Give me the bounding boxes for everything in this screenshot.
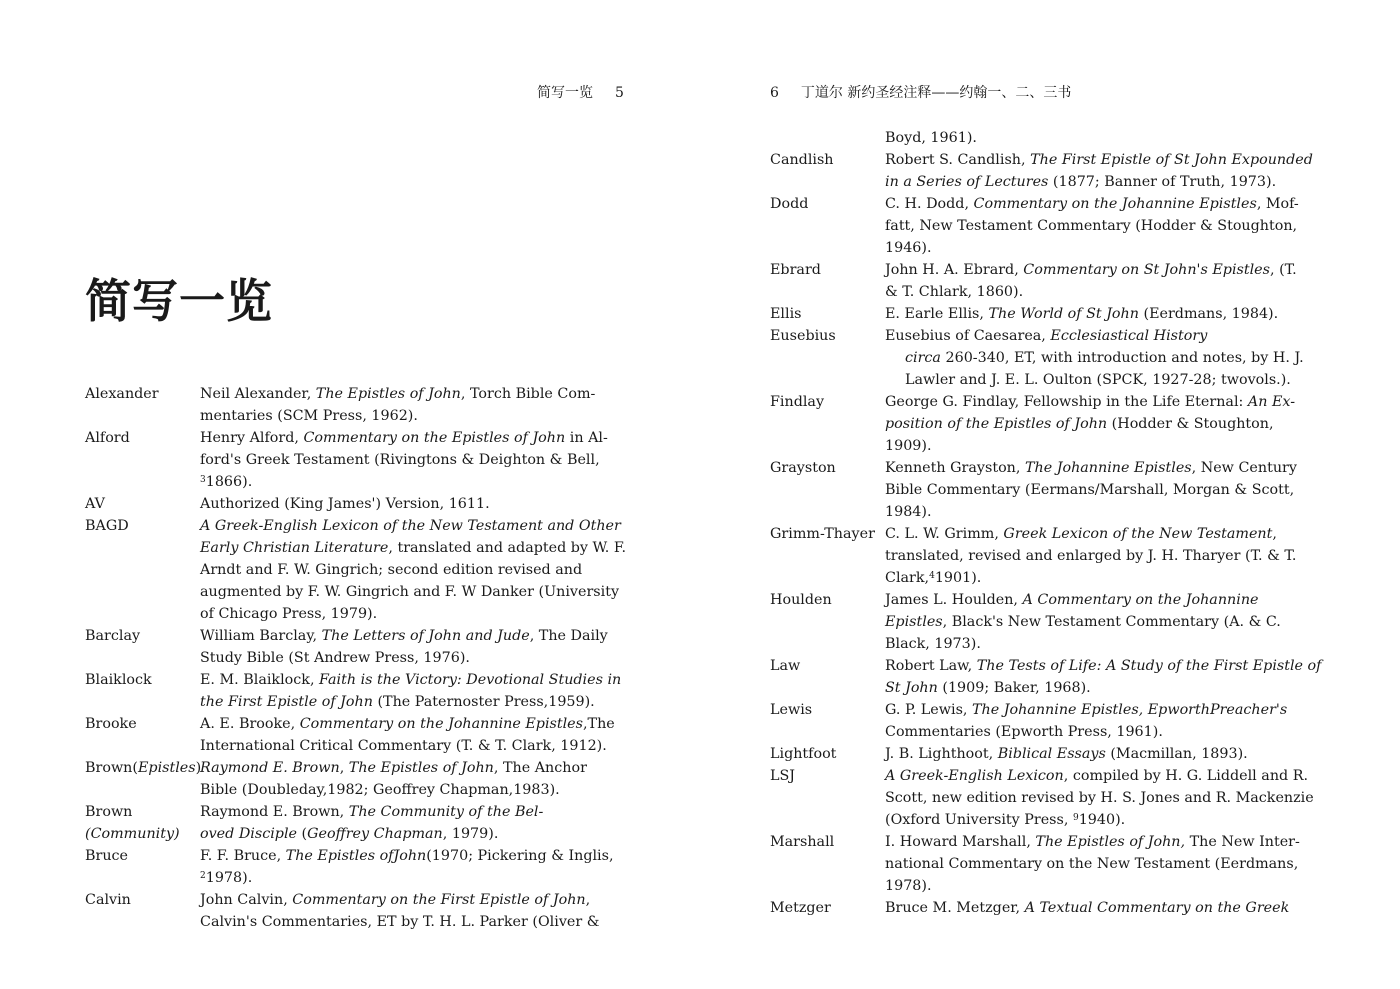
entry-line: 1909).: [885, 438, 932, 454]
work-title: St John: [885, 680, 938, 696]
entry-reference: [200, 845, 645, 889]
work-title: The Tests of Life: A Study of the First Epistle of: [976, 658, 1322, 674]
work-title: Biblical Essays: [997, 746, 1106, 762]
entry-line: Early Christian Literature, translated and adapted by W. F.: [200, 540, 627, 556]
entry: [770, 655, 1330, 699]
entry-abbr: [770, 127, 885, 149]
entry-line: position of the Epistles of John (Hodder & Stoughton,: [885, 416, 1274, 432]
entry-reference: [200, 757, 645, 801]
entry-reference: [200, 669, 645, 713]
page-number: 5: [615, 85, 624, 101]
edition-number: 4: [929, 571, 935, 581]
entry: [770, 523, 1330, 589]
work-title: Commentary on the First Epistle of John: [292, 892, 586, 908]
entry: [85, 713, 645, 757]
entry-line: International Critical Commentary (T. & T. Clark, 1912).: [200, 738, 607, 754]
entry-line: John H. A. Ebrard, Commentary on St John's Epistles, (T.: [885, 262, 1297, 278]
running-title: 简写一览: [537, 85, 593, 101]
entry-abbr: Eusebius: [770, 328, 836, 344]
entry-abbr: Calvin: [85, 892, 131, 908]
entry-line: C. L. W. Grimm, Greek Lexicon of the New Testament,: [885, 526, 1277, 542]
entry-line: Boyd, 1961).: [885, 130, 977, 146]
entry-line: 1984).: [885, 504, 932, 520]
section-title: 简写一览: [85, 274, 273, 328]
entry-line: Black, 1973).: [885, 636, 981, 652]
entry-line: 1946).: [885, 240, 932, 256]
entry: [770, 303, 1330, 325]
work-title: The Epistles of John: [315, 386, 461, 402]
entry-abbr: Grayston: [770, 460, 836, 476]
entry-line: William Barclay, The Letters of John and Jude, The Daily: [200, 628, 608, 644]
running-title: 丁道尔 新约圣经注释——约翰一、二、三书: [800, 85, 1072, 101]
date-italic: circa: [905, 350, 941, 366]
entry: [85, 493, 645, 515]
entry-line: Scott, new edition revised by H. S. Jones and R. Mackenzie: [885, 790, 1314, 806]
entry-line: mentaries (SCM Press, 1962).: [200, 408, 418, 424]
entry-abbr: Alexander: [85, 386, 159, 402]
edition-number: 9: [1072, 813, 1079, 823]
edition-number: 3: [200, 475, 206, 485]
entry: [85, 383, 645, 427]
page-number: 6: [770, 85, 779, 101]
work-title: oved Disciple: [200, 826, 297, 842]
entry-reference: [885, 589, 1330, 655]
work-title: A Textual Commentary on the Greek: [1024, 900, 1290, 916]
entry-abbr: Brooke: [85, 716, 137, 732]
entry-abbr: Barclay: [85, 628, 141, 644]
entry-line: Authorized (King James') Version, 1611.: [200, 496, 490, 512]
entry: [85, 427, 645, 493]
entry-line: J. B. Lighthoot, Biblical Essays (Macmillan, 1893).: [885, 746, 1248, 762]
work-title: Commentary on the Epistles of John: [303, 430, 566, 446]
entry-line: Clark,$^4$1901).: [885, 570, 982, 586]
entry-reference: [885, 259, 1330, 303]
entry-line: Eusebius of Caesarea, Ecclesiastical History: [885, 328, 1208, 344]
work-title: The Epistles of John: [348, 760, 494, 776]
entry-line: in a Series of Lectures (1877; Banner of Truth, 1973).: [885, 174, 1277, 190]
entry: [770, 127, 1330, 149]
entry-line: & T. Chlark, 1860).: [885, 284, 1024, 300]
entry-abbr: Law: [770, 658, 801, 674]
entry: [770, 743, 1330, 765]
entry-line: translated, revised and enlarged by J. H. Tharyer (T. & T.: [885, 548, 1297, 564]
entry: [770, 193, 1330, 259]
entry: [770, 765, 1330, 831]
entry: [770, 325, 1330, 391]
entry-line: E. M. Blaiklock, Faith is the Victory: Devotional Studies in: [200, 672, 622, 688]
entry-line: A Greek-English Lexicon, compiled by H. G. Liddell and R.: [885, 768, 1309, 784]
entry-reference: [885, 391, 1330, 457]
entry-line: Robert S. Candlish, The First Epistle of St John Expounded: [885, 152, 1313, 168]
entry-line: James L. Houlden, A Commentary on the Johannine: [885, 592, 1259, 608]
entry-abbr: Blaiklock: [85, 672, 152, 688]
entry-abbr: Bruce: [85, 848, 129, 864]
work-title: Epistles: [885, 614, 943, 630]
work-title: Greek Lexicon of the New Testament: [1003, 526, 1273, 542]
work-title: The First Epistle of St John Expounded: [1030, 152, 1313, 168]
work-title: Faith is the Victory: Devotional Studies in: [319, 672, 622, 688]
entry-reference: [885, 655, 1330, 699]
entry-line: $^3$1866).: [200, 474, 253, 490]
entry-line: Raymond E. Brown, The Epistles of John, The Anchor: [200, 760, 587, 776]
entry-reference: [885, 149, 1330, 193]
entry-abbr: Ellis: [770, 306, 802, 322]
entry-line: George G. Findlay, Fellowship in the Life Eternal: An Ex-: [885, 394, 1296, 410]
entry: [770, 897, 1330, 919]
entry-reference: [885, 699, 1330, 743]
entry-reference: [885, 743, 1330, 765]
entry-line: F. F. Bruce, The Epistles ofJohn(1970; Pickering & Inglis,: [200, 848, 614, 864]
entry-abbr: Houlden: [770, 592, 832, 608]
entry-line: augmented by F. W. Gingrich and F. W Danker (University: [200, 584, 620, 600]
entry-reference: [885, 325, 1330, 391]
entry-line: the First Epistle of John (The Paternoster Press,1959).: [200, 694, 595, 710]
entry-line: St John (1909; Baker, 1968).: [885, 680, 1091, 696]
entry: [85, 757, 645, 801]
entry: [770, 589, 1330, 655]
entry-reference: [885, 303, 1330, 325]
abbreviation-list: [770, 127, 1330, 919]
entry: [770, 149, 1330, 193]
work-title: The Letters of John and Jude: [321, 628, 530, 644]
work-title: A Commentary on the Johannine: [1022, 592, 1259, 608]
entry-line: 1978).: [885, 878, 932, 894]
work-title: in a Series of Lectures: [885, 174, 1049, 190]
entry-reference: [885, 523, 1330, 589]
entry: [770, 259, 1330, 303]
entry-abbr: Candlish: [770, 152, 834, 168]
entry-reference: [200, 515, 645, 625]
entry-line: Bible (Doubleday,1982; Geoffrey Chapman,1983).: [200, 782, 560, 798]
entry-abbr: Ebrard: [770, 262, 821, 278]
entry-reference: [200, 427, 645, 493]
entry-reference: [200, 493, 645, 515]
work-title: The Community of the Bel-: [348, 804, 544, 820]
entry-abbr-italic: (Community): [85, 826, 180, 842]
entry-line: Bible Commentary (Eermans/Marshall, Morgan & Scott,: [885, 482, 1295, 498]
work-title: Commentary on the Johannine Epistles: [299, 716, 583, 732]
entry-reference: [200, 713, 645, 757]
entry: [770, 391, 1330, 457]
entry-line: national Commentary on the New Testament (Eerdmans,: [885, 856, 1299, 872]
entry-line: (Oxford University Press, $^9$1940).: [885, 812, 1126, 828]
entry-line: Arndt and F. W. Gingrich; second edition revised and: [200, 562, 583, 578]
entry-abbr: LSJ: [770, 768, 796, 784]
work-title: Commentary on the Johannine Epistles: [973, 196, 1257, 212]
work-title: A Greek-English Lexicon of the New Testament and Other: [200, 518, 621, 534]
entry-line: Kenneth Grayston, The Johannine Epistles, New Century: [885, 460, 1297, 476]
work-title: Commentary on St John's Epistles: [1023, 262, 1270, 278]
author-italic: Raymond E. Brown: [200, 760, 340, 776]
entry-abbr: Brown(Epistles): [85, 760, 202, 776]
entry-line: John Calvin, Commentary on the First Epistle of John,: [200, 892, 591, 908]
entry-line: Study Bible (St Andrew Press, 1976).: [200, 650, 470, 666]
entry-line: Calvin's Commentaries, ET by T. H. L. Parker (Oliver &: [200, 914, 600, 930]
entry-reference: [885, 897, 1330, 919]
entry: [85, 515, 645, 625]
entry: [85, 669, 645, 713]
entry-line: G. P. Lewis, The Johannine Epistles, EpworthPreacher's: [885, 702, 1288, 718]
entry: [85, 845, 645, 889]
entry: [85, 625, 645, 669]
work-title: The Johannine Epistles, EpworthPreacher's: [972, 702, 1288, 718]
edition-number: 2: [200, 871, 206, 881]
running-head: [537, 82, 624, 102]
entry-abbr: Marshall: [770, 834, 835, 850]
entry-line: I. Howard Marshall, The Epistles of John, The New Inter-: [885, 834, 1300, 850]
entry-line: [200, 515, 645, 537]
entry-line: Robert Law, The Tests of Life: A Study of the First Epistle of: [885, 658, 1322, 674]
work-title: A Greek-English Lexicon: [885, 768, 1064, 784]
entry-abbr: Dodd: [770, 196, 809, 212]
entry-reference: [885, 127, 1330, 149]
entry-abbr: Lightfoot: [770, 746, 837, 762]
entry-line: oved Disciple (Geoffrey Chapman, 1979).: [200, 826, 499, 842]
work-title: position of the Epistles of John: [885, 416, 1108, 432]
entry-abbr: Alford: [85, 430, 130, 446]
entry: [770, 831, 1330, 897]
entry: [85, 889, 645, 933]
work-title: Ecclesiastical History: [1050, 328, 1208, 344]
entry-reference: [885, 765, 1330, 831]
entry-line: $^2$1978).: [200, 870, 253, 886]
running-head: [770, 82, 1071, 102]
entry-line: Commentaries (Epworth Press, 1961).: [885, 724, 1163, 740]
work-title: An Ex-: [1247, 394, 1296, 410]
entry-abbr: BAGD: [85, 518, 129, 534]
right-page: [700, 0, 1400, 989]
entry-reference: [200, 625, 645, 669]
entry-line: fatt, New Testament Commentary (Hodder & Stoughton,: [885, 218, 1298, 234]
entry-reference: [885, 457, 1330, 523]
work-title: The World of St John: [988, 306, 1139, 322]
entry-reference: [200, 383, 645, 427]
entry-line: Bruce M. Metzger, A Textual Commentary on the Greek: [885, 900, 1290, 916]
entry-line: Henry Alford, Commentary on the Epistles of John in Al-: [200, 430, 608, 446]
entry-abbr: Lewis: [770, 702, 813, 718]
entry-reference: [885, 193, 1330, 259]
work-title: The Johannine Epistles: [1024, 460, 1192, 476]
work-title: The Epistles of John,: [1035, 834, 1186, 850]
entry: [85, 801, 645, 845]
publisher-italic: Geoffrey Chapman: [307, 826, 443, 842]
entry-line: E. Earle Ellis, The World of St John (Eerdmans, 1984).: [885, 306, 1279, 322]
entry-line: Raymond E. Brown, The Community of the Bel-: [200, 804, 544, 820]
entry-abbr: Brown (Community): [85, 804, 180, 842]
work-title: Early Christian Literature: [200, 540, 389, 556]
entry-line: C. H. Dodd, Commentary on the Johannine Epistles, Mof-: [885, 196, 1299, 212]
entry-abbr: Grimm-Thayer: [770, 526, 875, 542]
entry-abbr: AV: [85, 496, 105, 512]
entry: [770, 457, 1330, 523]
entry-abbr-italic: Epistles: [137, 760, 196, 776]
entry-line: Epistles, Black's New Testament Commentary (A. & C.: [885, 614, 1281, 630]
abbreviation-list: [85, 383, 645, 933]
entry-line: ford's Greek Testament (Rivingtons & Deighton & Bell,: [200, 452, 600, 468]
work-title: The Epistles ofJohn: [285, 848, 427, 864]
entry-abbr: Findlay: [770, 394, 825, 410]
work-title: the First Epistle of John: [200, 694, 373, 710]
entry-line: Neil Alexander, The Epistles of John, Torch Bible Com-: [200, 386, 596, 402]
entry-reference: [200, 801, 645, 845]
entry-line: circa 260-340, ET, with introduction and notes, by H. J.: [905, 350, 1304, 366]
entry-reference: [885, 831, 1330, 897]
entry-line: of Chicago Press, 1979).: [200, 606, 378, 622]
entry-abbr: Metzger: [770, 900, 831, 916]
entry-reference: [200, 889, 645, 933]
entry-line: Lawler and J. E. L. Oulton (SPCK, 1927-28; twovols.).: [905, 372, 1291, 388]
entry-line: A. E. Brooke, Commentary on the Johannine Epistles,The: [200, 716, 615, 732]
entry: [770, 699, 1330, 743]
